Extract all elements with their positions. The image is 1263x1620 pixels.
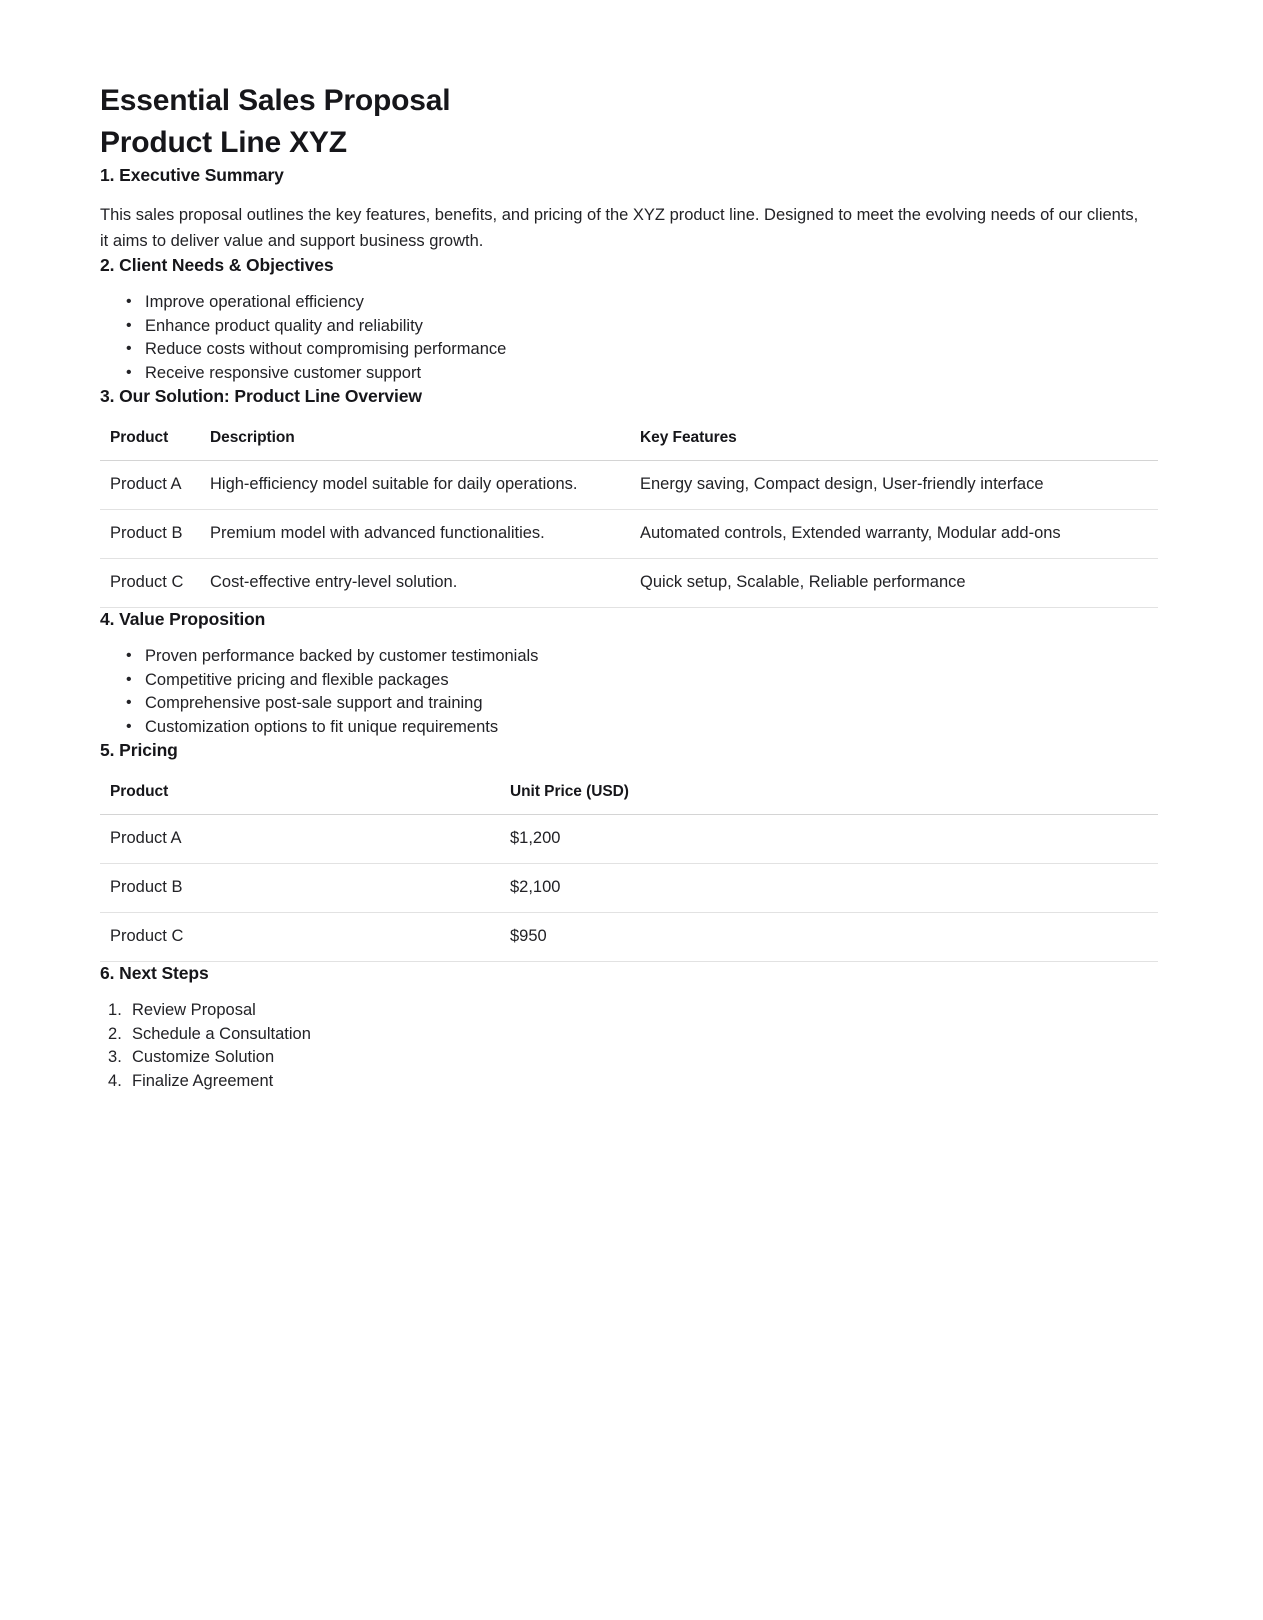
table-pricing bbox=[100, 783, 1158, 962]
list-item: Schedule a Consultation bbox=[132, 1024, 311, 1043]
heading-pricing: 5. Pricing bbox=[100, 740, 178, 760]
cell-product: Product B bbox=[100, 864, 500, 913]
cell-unit-price: $950 bbox=[500, 913, 1158, 962]
cell-key-features: Energy saving, Compact design, User-friendly interface bbox=[630, 461, 1158, 510]
column-header-product: Product bbox=[100, 783, 500, 815]
list-item: • Competitive pricing and flexible packages bbox=[126, 669, 1160, 693]
cell-product: Product A bbox=[100, 461, 200, 510]
document-title-line-2: Product Line XYZ bbox=[100, 126, 347, 159]
heading-client-needs: 2. Client Needs & Objectives bbox=[100, 255, 334, 275]
cell-key-features: Automated controls, Extended warranty, Modular add-ons bbox=[630, 510, 1158, 559]
heading-next-steps: 6. Next Steps bbox=[100, 963, 209, 983]
list-item: • Improve operational efficiency bbox=[126, 291, 1160, 315]
column-header-key-features: Key Features bbox=[630, 429, 1158, 461]
table-row bbox=[100, 510, 1158, 559]
column-header-product: Product bbox=[100, 429, 200, 461]
table-product-overview bbox=[100, 429, 1158, 608]
cell-key-features: Quick setup, Scalable, Reliable performance bbox=[630, 559, 1158, 608]
heading-value-proposition: 4. Value Proposition bbox=[100, 609, 266, 629]
table-row bbox=[100, 815, 1158, 864]
list-next-steps bbox=[100, 999, 1160, 1093]
cell-product: Product A bbox=[100, 815, 500, 864]
document-content bbox=[100, 80, 1160, 1093]
table-row bbox=[100, 559, 1158, 608]
list-item: • Receive responsive customer support bbox=[126, 362, 1160, 386]
cell-product: Product B bbox=[100, 510, 200, 559]
column-header-unit-price: Unit Price (USD) bbox=[500, 783, 1158, 815]
table-header-row bbox=[100, 429, 1158, 461]
list-item: Review Proposal bbox=[132, 1001, 256, 1019]
heading-executive-summary: 1. Executive Summary bbox=[100, 165, 284, 185]
cell-unit-price: $2,100 bbox=[500, 864, 1158, 913]
table-row bbox=[100, 913, 1158, 962]
document-title bbox=[100, 80, 1160, 164]
list-item: • Comprehensive post-sale support and training bbox=[126, 692, 1160, 716]
cell-description: High-efficiency model suitable for daily operations. bbox=[200, 461, 630, 510]
table-row bbox=[100, 461, 1158, 510]
list-item: • Reduce costs without compromising performance bbox=[126, 338, 1160, 362]
heading-solution-overview: 3. Our Solution: Product Line Overview bbox=[100, 386, 422, 406]
cell-product: Product C bbox=[100, 559, 200, 608]
page-bottom-clip-mask bbox=[0, 1258, 1263, 1620]
column-header-description: Description bbox=[200, 429, 630, 461]
list-item: Finalize Agreement bbox=[132, 1071, 274, 1090]
table-header-row bbox=[100, 783, 1158, 815]
cell-unit-price: $1,200 bbox=[500, 815, 1158, 864]
list-value-proposition bbox=[100, 645, 1160, 739]
document-title-line-1: Essential Sales Proposal bbox=[100, 84, 451, 117]
table-row bbox=[100, 864, 1158, 913]
cell-description: Cost-effective entry-level solution. bbox=[200, 559, 630, 608]
list-item: • Proven performance backed by customer testimonials bbox=[126, 645, 1160, 669]
cell-description: Premium model with advanced functionalities. bbox=[200, 510, 630, 559]
list-client-needs bbox=[100, 291, 1160, 385]
list-item: Customize Solution bbox=[132, 1048, 275, 1066]
paragraph-executive-summary: This sales proposal outlines the key features, benefits, and pricing of the XYZ product line. Designed to meet the evolving needs of our clients, it aims to deliver value and support business growth. bbox=[100, 206, 1139, 250]
list-item: • Customization options to fit unique requirements bbox=[126, 716, 1160, 740]
cell-product: Product C bbox=[100, 913, 500, 962]
list-item: • Enhance product quality and reliability bbox=[126, 315, 1160, 339]
